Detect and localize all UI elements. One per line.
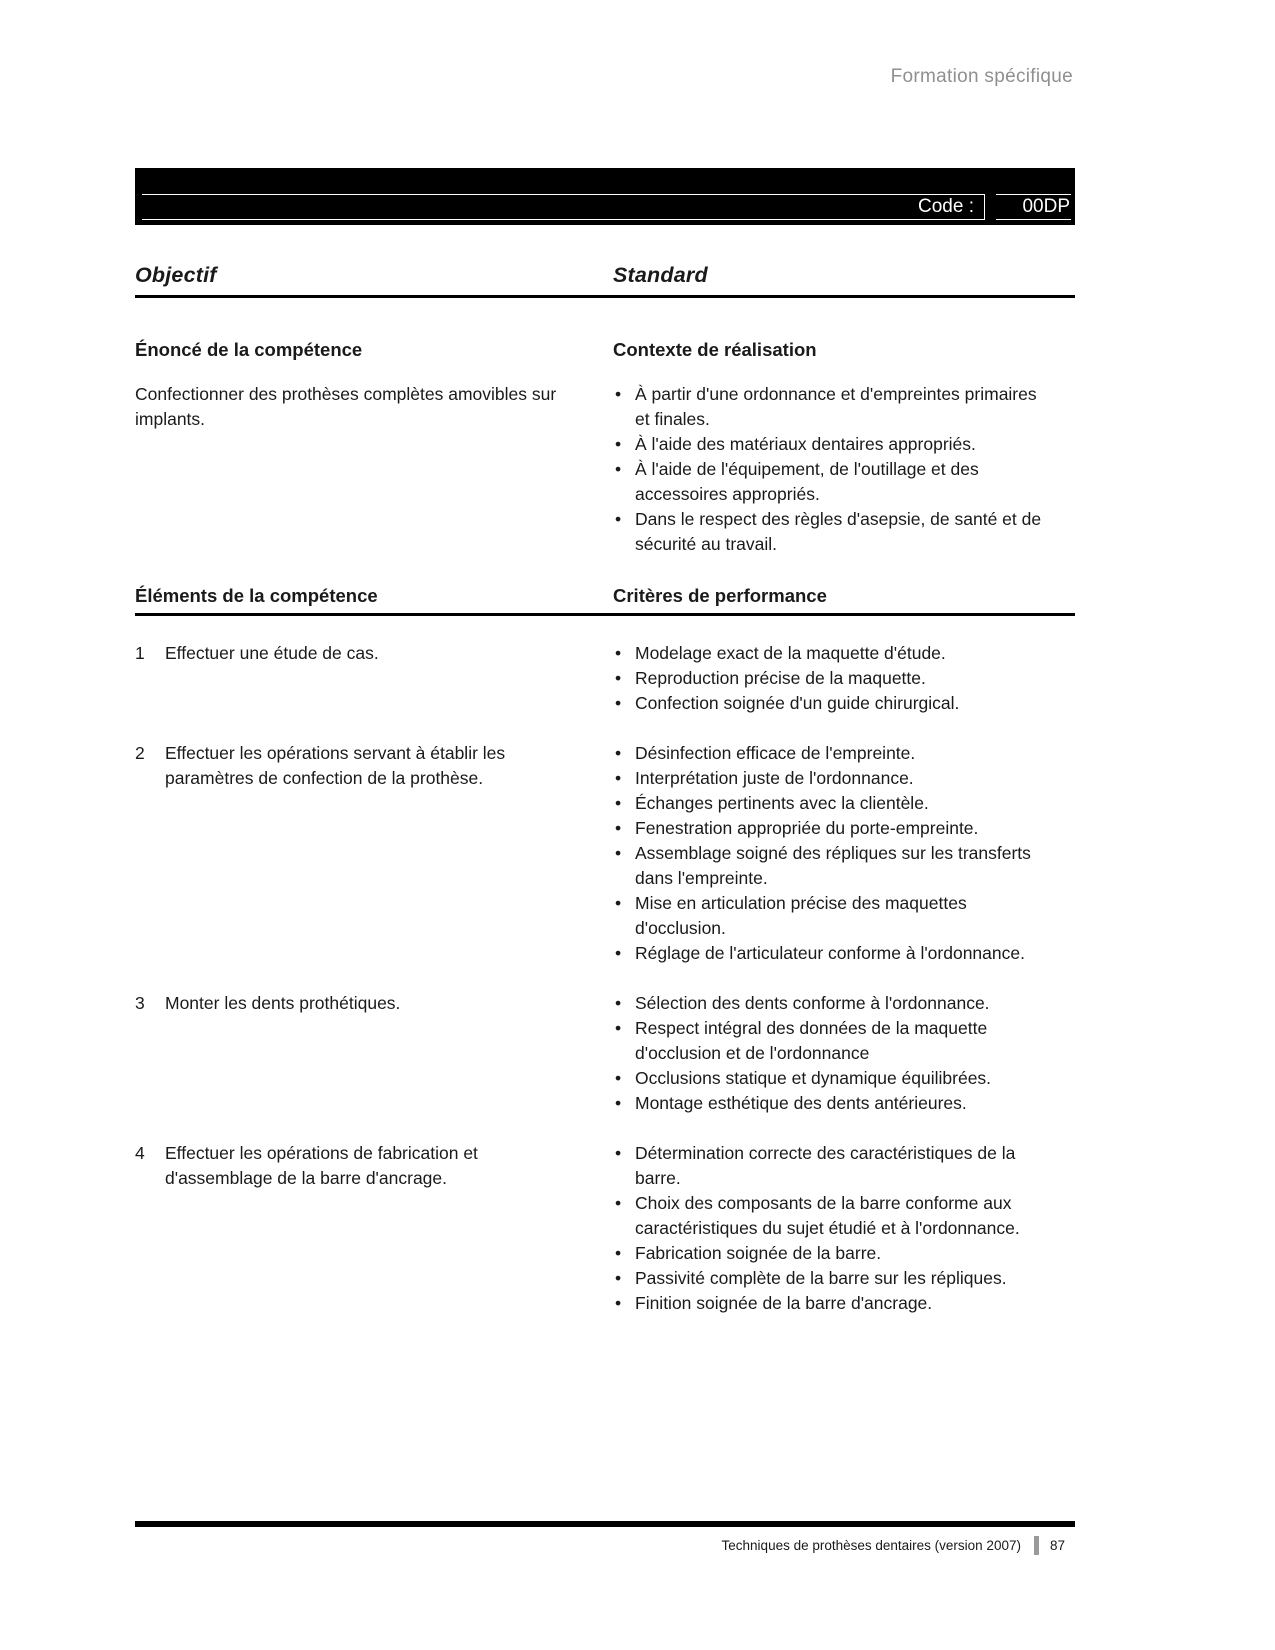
bullet-item: • Détermination correcte des caractéristiques de la barre. [613, 1141, 1053, 1191]
bullet-item: • Fabrication soignée de la barre. [613, 1241, 1053, 1266]
bullet-item: • Occlusions statique et dynamique équilibrées. [613, 1066, 1053, 1091]
bullet-item: • Réglage de l'articulateur conforme à l'ordonnance. [613, 941, 1053, 966]
element-item [135, 1141, 613, 1191]
element-text: Effectuer une étude de cas. [165, 643, 379, 663]
bullet-item: • À partir d'une ordonnance et d'empreintes primaires et finales. [613, 382, 1053, 432]
element-number: 1 [135, 643, 145, 663]
bullet-item: • Dans le respect des règles d'asepsie, de santé et de sécurité au travail. [613, 507, 1053, 557]
document-body [135, 263, 1075, 1316]
bullet-item: • Choix des composants de la barre conforme aux caractéristiques du sujet étudié et à l'ordonnance. [613, 1191, 1053, 1241]
criteria-bullet-list [613, 741, 1053, 966]
element-item [135, 991, 613, 1016]
bullet-item: • Confection soignée d'un guide chirurgical. [613, 691, 1053, 716]
bullet-item: • Respect intégral des données de la maquette d'occlusion et de l'ordonnance [613, 1016, 1053, 1066]
objectif-title: Objectif [135, 263, 217, 287]
bullet-item: • Montage esthétique des dents antérieures. [613, 1091, 1053, 1116]
enonce-heading: Énoncé de la compétence [135, 339, 363, 360]
competence-row-1 [135, 641, 1075, 716]
footer-page-number: 87 [1049, 1538, 1065, 1553]
divider-rule-middle [135, 613, 1075, 616]
element-item [135, 741, 613, 791]
section2-headings [135, 585, 1075, 607]
bullet-item: • Mise en articulation précise des maquettes d'occlusion. [613, 891, 1053, 941]
section1-body [135, 382, 1075, 557]
page-footer [135, 1521, 1075, 1555]
bullet-item: • Sélection des dents conforme à l'ordonnance. [613, 991, 1053, 1016]
contexte-bullet-list [613, 382, 1053, 557]
competence-statement: Confectionner des prothèses complètes amovibles sur implants. [135, 384, 557, 429]
divider-rule-top [135, 295, 1075, 298]
contexte-heading: Contexte de réalisation [613, 339, 817, 360]
element-text: Monter les dents prothétiques. [165, 993, 401, 1013]
bullet-item: • Assemblage soigné des répliques sur les transferts dans l'empreinte. [613, 841, 1053, 891]
bullet-item: • Passivité complète de la barre sur les répliques. [613, 1266, 1053, 1291]
criteres-heading: Critères de performance [613, 585, 827, 606]
bullet-item: • Échanges pertinents avec la clientèle. [613, 791, 1053, 816]
code-value: 00DP [1022, 196, 1070, 217]
bullet-item: • Interprétation juste de l'ordonnance. [613, 766, 1053, 791]
bullet-item: • À l'aide des matériaux dentaires appropriés. [613, 432, 1053, 457]
footer-rule [135, 1521, 1075, 1527]
footer-document-title: Techniques de prothèses dentaires (version 2007) [721, 1538, 1021, 1553]
element-item [135, 641, 613, 666]
criteria-bullet-list [613, 641, 1053, 716]
competence-row-2 [135, 741, 1075, 966]
competence-row-4 [135, 1141, 1075, 1316]
bullet-item: • À l'aide de l'équipement, de l'outillage et des accessoires appropriés. [613, 457, 1053, 507]
header-category-label: Formation spécifique [890, 66, 1073, 87]
column-titles [135, 263, 1075, 288]
code-bar [135, 168, 1075, 225]
competence-row-3 [135, 991, 1075, 1116]
element-number: 4 [135, 1143, 145, 1163]
elements-heading: Éléments de la compétence [135, 585, 378, 606]
criteria-bullet-list [613, 1141, 1053, 1316]
code-value-box [996, 194, 1071, 220]
bullet-item: • Finition soignée de la barre d'ancrage. [613, 1291, 1053, 1316]
footer-line [135, 1536, 1075, 1555]
footer-separator [1034, 1536, 1039, 1555]
code-label: Code : [918, 196, 974, 217]
bullet-item: • Désinfection efficace de l'empreinte. [613, 741, 1053, 766]
element-number: 3 [135, 993, 145, 1013]
bullet-item: • Fenestration appropriée du porte-empreinte. [613, 816, 1053, 841]
bullet-item: • Modelage exact de la maquette d'étude. [613, 641, 1053, 666]
bullet-item: • Reproduction précise de la maquette. [613, 666, 1053, 691]
criteria-bullet-list [613, 991, 1053, 1116]
standard-title: Standard [613, 263, 708, 287]
code-label-box [142, 194, 985, 220]
element-text: Effectuer les opérations de fabrication et d'assemblage de la barre d'ancrage. [165, 1143, 478, 1188]
element-number: 2 [135, 743, 145, 763]
section1-headings [135, 339, 1075, 361]
element-text: Effectuer les opérations servant à établir les paramètres de confection de la prothèse. [165, 743, 506, 788]
